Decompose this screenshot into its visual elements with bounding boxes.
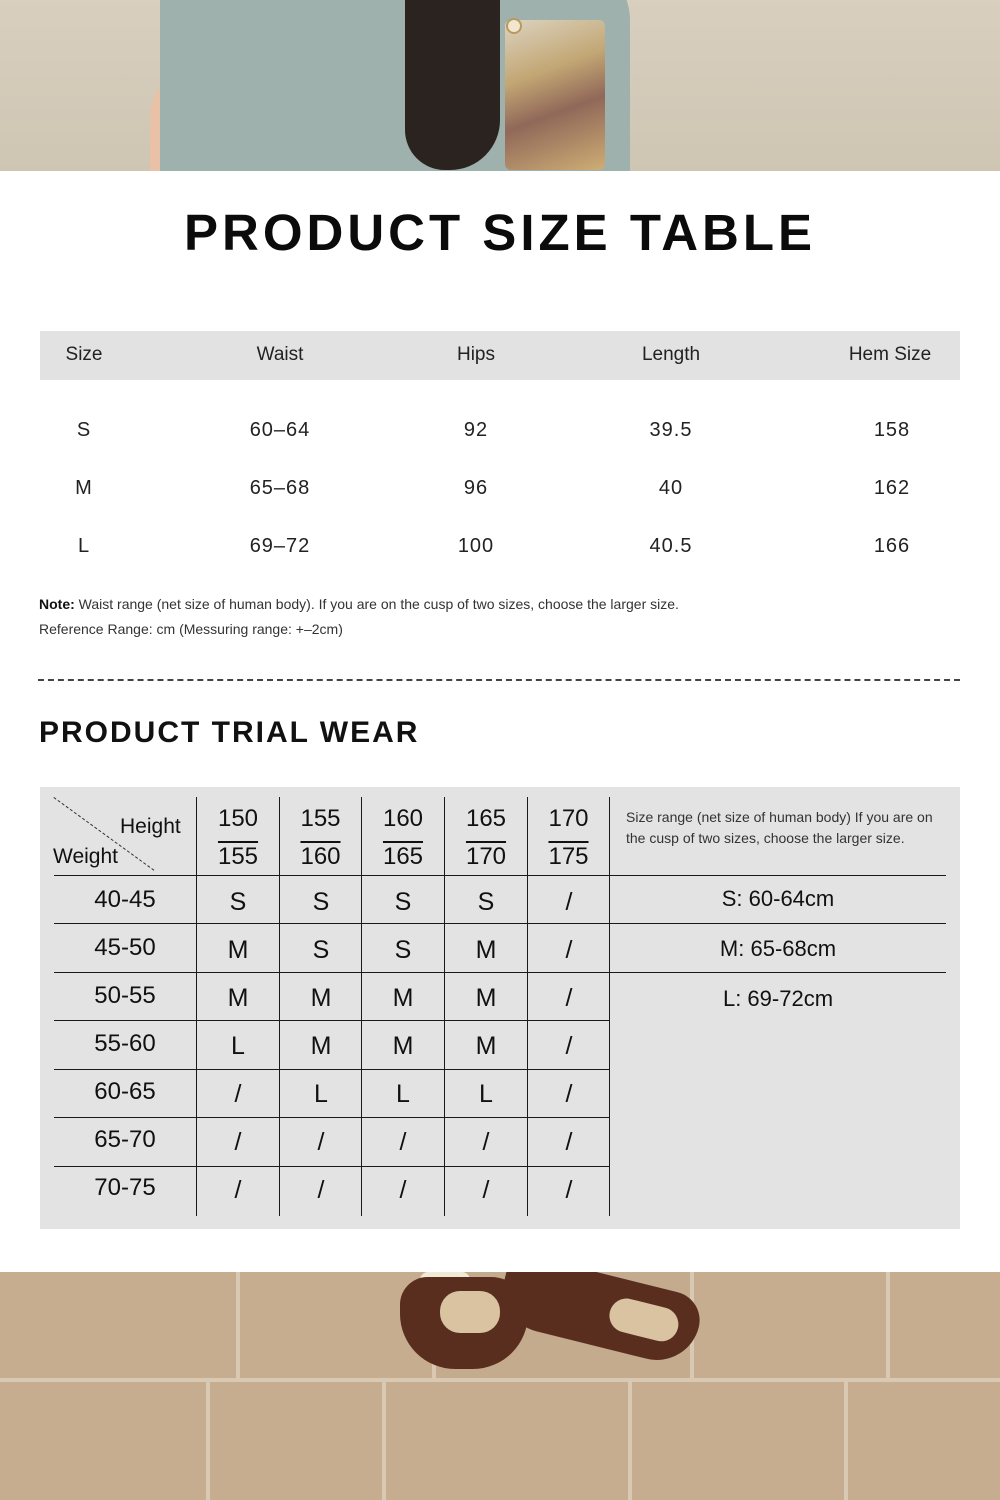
row-length: 40.5 (649, 535, 693, 557)
trial-size-cell: S (312, 888, 330, 916)
trial-size-cell: M (227, 936, 249, 964)
row-hem: 166 (873, 535, 911, 557)
trial-size-cell: / (317, 1128, 325, 1156)
trial-size-cell: M (310, 1032, 332, 1060)
height-col-165 (445, 800, 527, 876)
height-bottom: 160 (300, 843, 341, 870)
height-bottom: 155 (217, 843, 259, 870)
grid-line (54, 1166, 610, 1167)
height-top: 160 (382, 805, 424, 832)
weight-row-label: 45-50 (94, 934, 156, 961)
corner-weight-label: Weight (53, 845, 118, 868)
row-length: 39.5 (649, 419, 693, 441)
grid-line (54, 1117, 610, 1118)
necklace-pendant (506, 18, 522, 34)
weight-row-label: 40-45 (94, 886, 156, 913)
trial-size-cell: M (310, 984, 332, 1012)
row-size: S (76, 419, 92, 441)
weight-row-label: 55-60 (94, 1030, 156, 1057)
trial-size-cell: L (479, 1080, 493, 1108)
legend-l: L: 69-72cm (722, 986, 834, 1011)
trial-size-cell: M (475, 1032, 497, 1060)
weight-row-label: 70-75 (94, 1174, 156, 1201)
row-hem: 162 (873, 477, 911, 499)
row-hips: 100 (457, 535, 495, 557)
size-range-note: Size range (net size of human body) If you are on the cusp of two sizes, choose the larger size. (626, 809, 933, 846)
header-length: Length (641, 344, 701, 365)
dashed-divider (38, 679, 960, 681)
legend-m: M: 65-68cm (719, 936, 837, 961)
note-line-2: Reference Range: cm (Messuring range: +–2cm) (39, 621, 343, 637)
height-col-160 (362, 800, 444, 876)
floor-tile (844, 1378, 1000, 1500)
height-top: 155 (300, 805, 341, 832)
header-hips: Hips (456, 344, 495, 365)
model-photo-top (0, 0, 1000, 171)
note-line-1 (39, 596, 679, 612)
trial-size-cell: / (565, 936, 573, 964)
trial-size-cell: M (392, 1032, 414, 1060)
height-bottom: 165 (382, 843, 424, 870)
trial-size-cell: / (565, 984, 573, 1012)
grid-line (54, 972, 946, 973)
trial-size-cell: M (227, 984, 249, 1012)
row-waist: 69–72 (249, 535, 311, 557)
page-title: PRODUCT SIZE TABLE (183, 204, 817, 261)
floor-tile (690, 1272, 890, 1382)
row-size: M (75, 477, 93, 499)
height-top: 150 (217, 805, 259, 832)
trial-size-cell: S (229, 888, 247, 916)
height-col-150 (197, 800, 279, 876)
header-hem-size: Hem Size (848, 344, 932, 365)
weight-row-label: 50-55 (94, 982, 156, 1009)
trial-size-cell: / (399, 1128, 407, 1156)
model-hair (405, 0, 500, 170)
trial-size-cell: / (565, 1080, 573, 1108)
trial-size-cell: L (396, 1080, 410, 1108)
tshirt-print-graphic (505, 20, 605, 170)
floor-tile (886, 1272, 1000, 1382)
grid-line (54, 923, 946, 924)
height-col-155 (280, 800, 361, 876)
floor-tile (628, 1378, 848, 1500)
trial-size-cell: / (565, 1032, 573, 1060)
height-bottom: 175 (548, 843, 589, 870)
trial-size-cell: M (392, 984, 414, 1012)
floor-tile (0, 1378, 210, 1500)
weight-row-label: 65-70 (94, 1126, 156, 1153)
trial-size-cell: L (314, 1080, 328, 1108)
header-waist: Waist (256, 344, 304, 365)
header-size: Size (65, 344, 103, 365)
grid-line (54, 1020, 610, 1021)
trial-size-cell: / (234, 1128, 242, 1156)
corner-height-label: Height (120, 815, 181, 838)
trial-wear-title: PRODUCT TRIAL WEAR (39, 716, 420, 749)
trial-size-cell: / (234, 1176, 242, 1204)
row-waist: 65–68 (249, 477, 311, 499)
weight-row-label: 60-65 (94, 1078, 156, 1105)
note-label: Note: (39, 596, 75, 612)
trial-size-cell: M (475, 984, 497, 1012)
trial-size-cell: S (477, 888, 495, 916)
row-hem: 158 (873, 419, 911, 441)
floor-tile (0, 1272, 240, 1382)
trial-size-cell: / (565, 1128, 573, 1156)
trial-size-cell: / (565, 888, 573, 916)
row-hips: 92 (463, 419, 489, 441)
shoe-right (494, 1272, 705, 1369)
trial-size-cell: S (312, 936, 330, 964)
legend-s: S: 60-64cm (721, 886, 835, 911)
height-col-170 (528, 800, 609, 876)
row-waist: 60–64 (249, 419, 311, 441)
grid-line (54, 1069, 610, 1070)
trial-size-cell: M (475, 936, 497, 964)
trial-size-cell: S (394, 888, 412, 916)
row-size: L (77, 535, 91, 557)
row-hips: 96 (463, 477, 489, 499)
trial-size-cell: / (482, 1176, 490, 1204)
row-length: 40 (658, 477, 684, 499)
trial-size-cell: L (231, 1032, 245, 1060)
trial-size-cell: / (399, 1176, 407, 1204)
height-top: 170 (548, 805, 589, 832)
floor-tile (382, 1378, 632, 1500)
model-photo-bottom (0, 1272, 1000, 1500)
trial-size-cell: / (565, 1176, 573, 1204)
trial-size-cell: S (394, 936, 412, 964)
floor-tile (206, 1378, 386, 1500)
trial-size-cell: / (317, 1176, 325, 1204)
height-bottom: 170 (465, 843, 507, 870)
note-text: Waist range (net size of human body). If you are on the cusp of two sizes, choose the larger size. (74, 596, 679, 612)
trial-size-cell: / (234, 1080, 242, 1108)
trial-size-cell: / (482, 1128, 490, 1156)
height-top: 165 (465, 805, 507, 832)
